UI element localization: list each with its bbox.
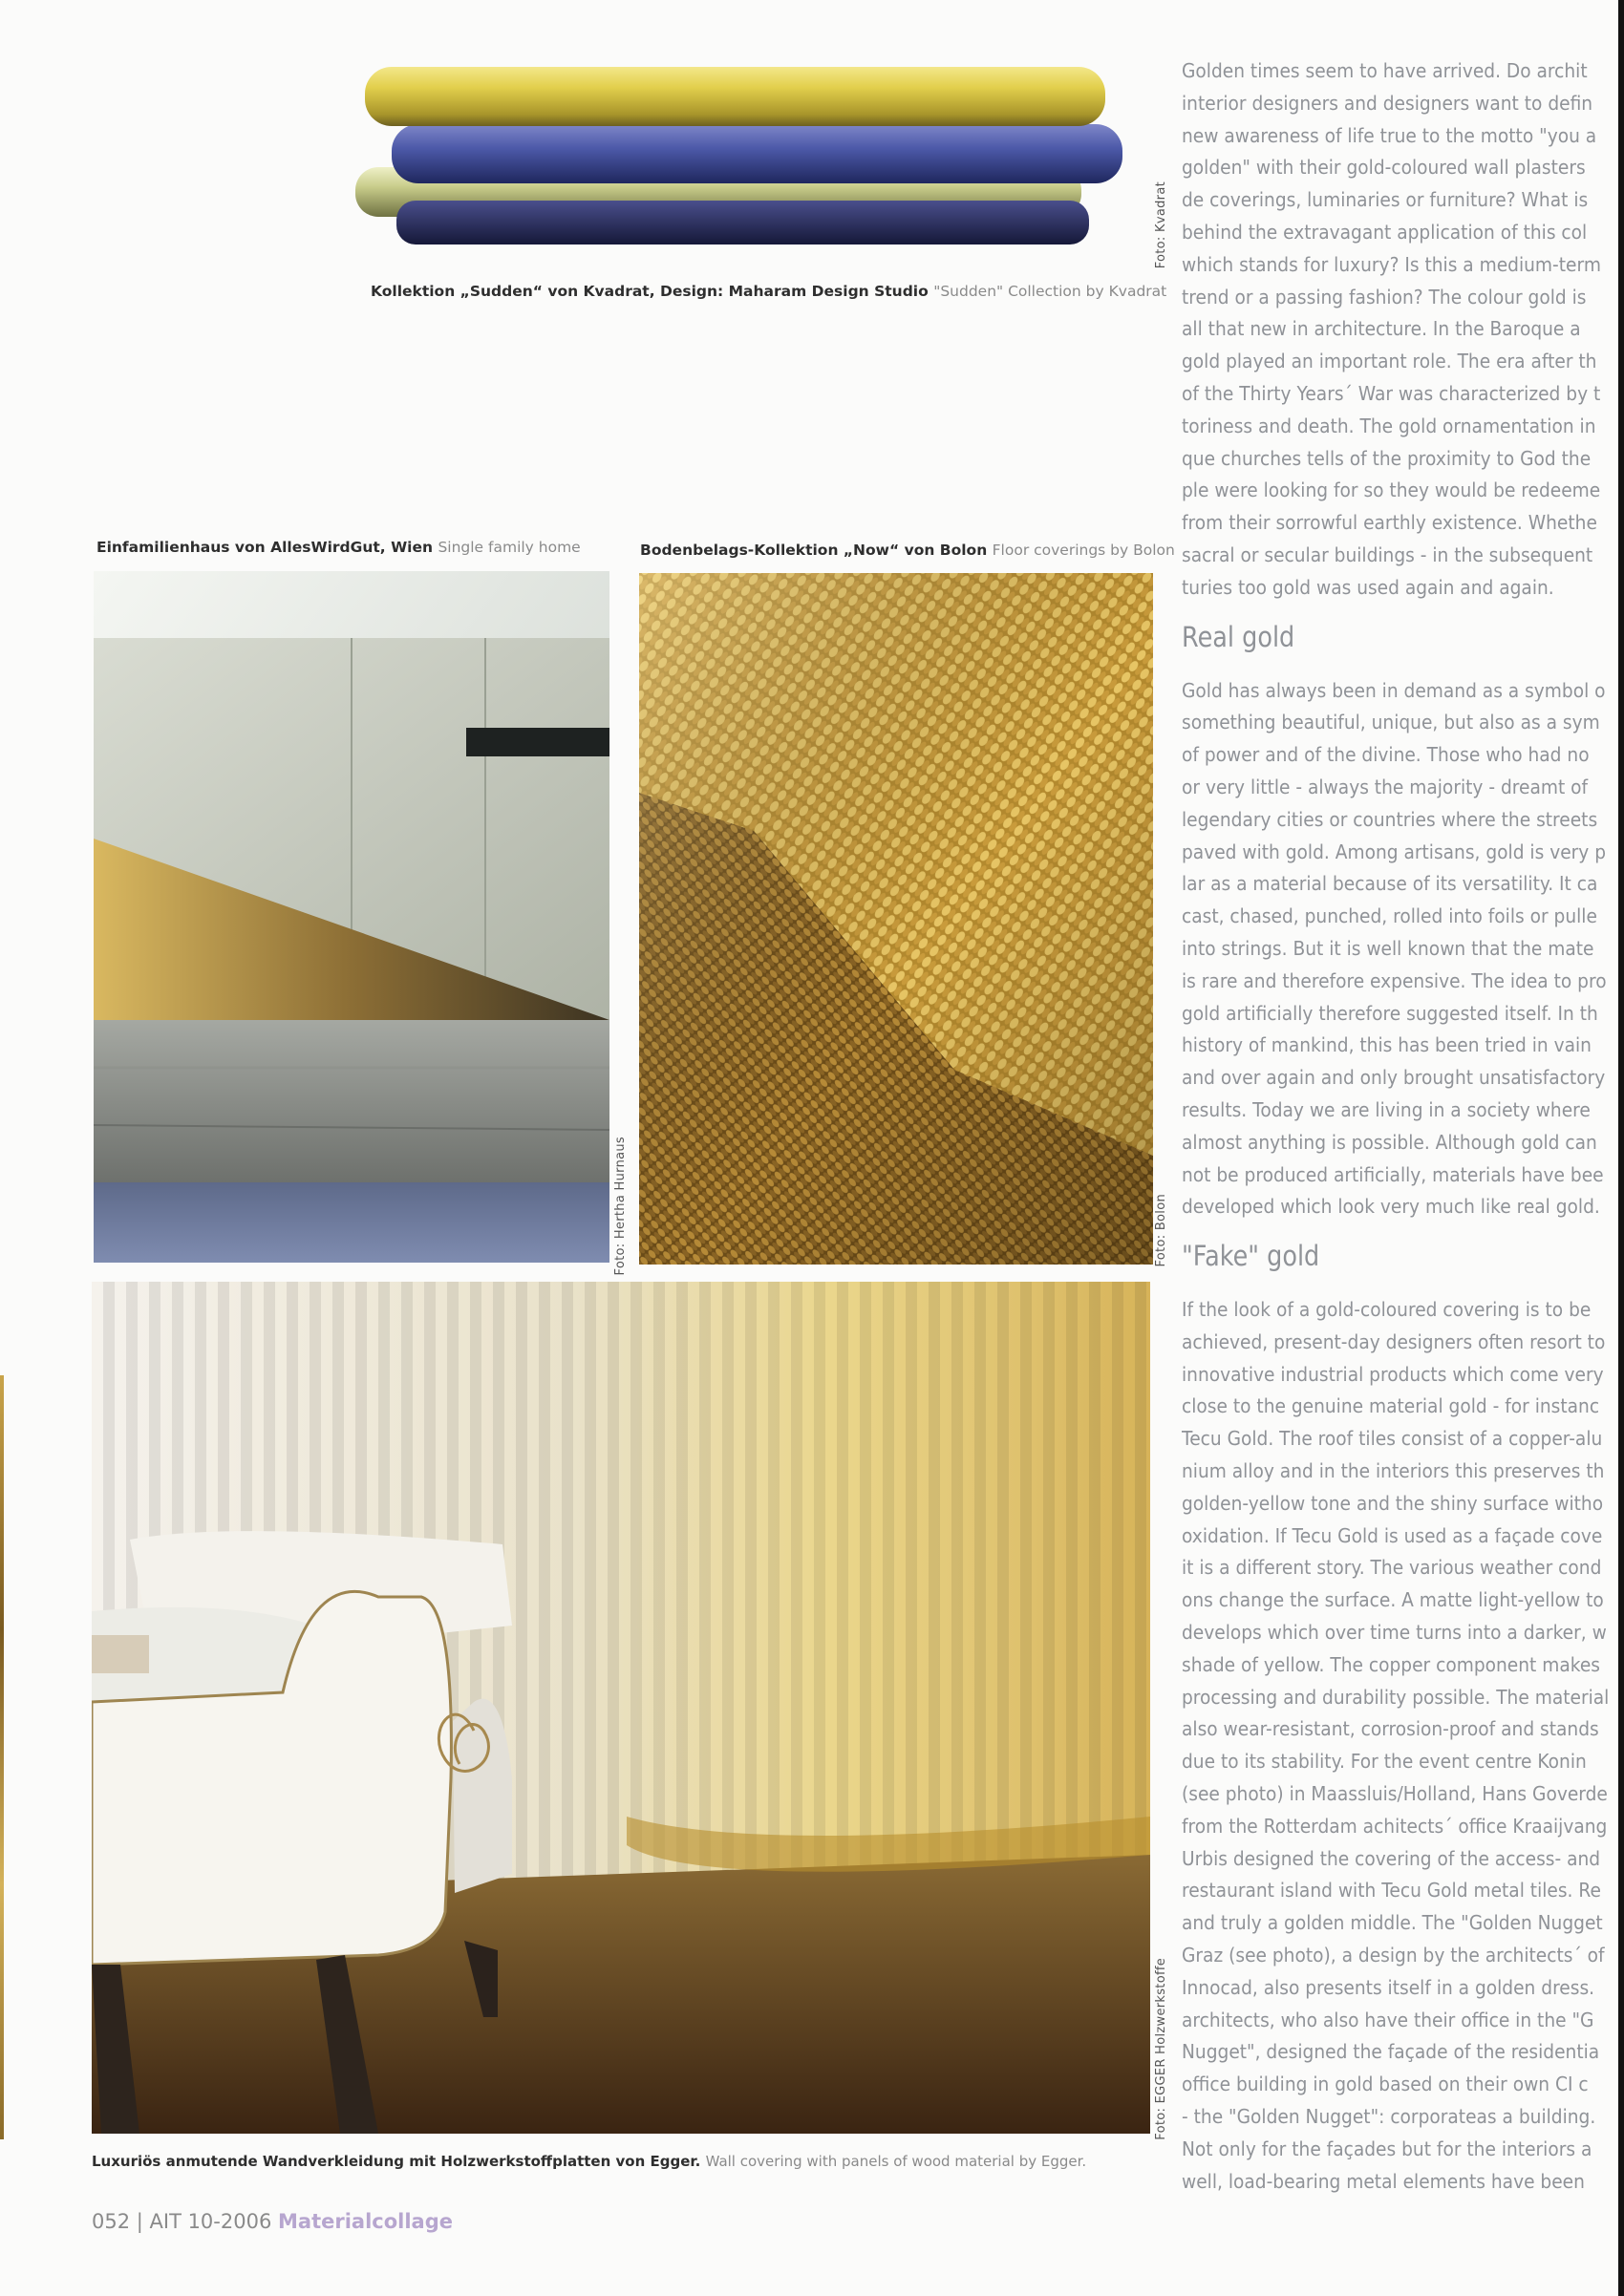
caption-de: Kollektion „Sudden“ von Kvadrat, Design: Maharam Design Studio — [371, 283, 929, 300]
article-fake-gold-text: If the look of a gold-coloured covering is to be achieved, present-day designers often resort to innovative industrial products which come very close to the genuine material gold - for instanc Tecu Gold. The roof tiles consist of a copper-alu nium alloy and in the interiors this preserves th golden-yellow tone and the shiny surface witho oxidation. If Tecu Gold is used as a façade cove it is a different story. The various weather cond ons change the surface. A matte light-yellow to develops which over time turns into a darker, w shade of yellow. The copper component makes processing and durability possible. The material also wear-resistant, corrosion-proof and stands due to its stability. For the event centre Konin (see photo) in Maassluis/Holland, Hans Goverde from the Rotterdam achitects´ office Kraaijvang Urbis designed the covering of the access- and restaurant island with Tecu Gold metal tiles. Re and truly a golden middle. The "Golden Nugget Graz (see photo), a design by the architects´ of Innocad, also presents itself in a golden dress. architects, who also have their office in the "G Nugget", designed the façade of the residentia office building in gold based on their own CI c - the "Golden Nugget": corporateas a building. Not only for the façades but for the interiors a well, load-bearing metal elements have been — [1182, 1298, 1610, 2193]
caption-de: Einfamilienhaus von AllesWirdGut, Wien — [96, 539, 434, 556]
caption-de: Luxuriös anmutende Wandverkleidung mit Holzwerkstoffplatten von Egger. — [92, 2153, 701, 2170]
page-edge-strip — [0, 1375, 4, 2139]
photo-family-home — [94, 571, 609, 1263]
caption-house — [96, 539, 581, 556]
caption-fabric-rolls — [371, 283, 1166, 300]
page-footer — [92, 2210, 453, 2233]
photo-credit-egger: Foto: EGGER Holzwerkstoffe — [1154, 1958, 1168, 2140]
caption-floor — [640, 542, 1175, 559]
article-intro: Golden times seem to have arrived. Do archit interior designers and designers want to defin new awareness of life true to the motto "you a golden" with their gold-coloured wall plasters de coverings, luminaries or furniture? What is behind the extravagant application of this col which stands for luxury? Is this a medium-term trend or a passing fashion? The colour gold is all that new in architecture. In the Baroque a gold played an important role. The era after th of the Thirty Years´ War was characterized by t toriness and death. The gold ornamentation in que churches tells of the proximity to God the ple were looking for so they would be redeeme from their sorrowful earthly existence. Whethe sacral or secular buildings - in the subsequent turies too gold was used again and again. — [1182, 59, 1601, 599]
photo-credit-kvadrat: Foto: Kvadrat — [1154, 181, 1168, 269]
caption-en: Single family home — [438, 539, 581, 556]
caption-en: "Sudden" Collection by Kvadrat — [933, 283, 1167, 300]
page-edge-right — [1618, 0, 1624, 2296]
section-title: Materialcollage — [278, 2210, 454, 2233]
photo-wall-covering-chair — [92, 1282, 1150, 2134]
photo-floor-coverings — [639, 573, 1153, 1265]
heading-fake-gold: "Fake" gold — [1182, 1240, 1320, 1273]
caption-en: Wall covering with panels of wood material by Egger. — [705, 2153, 1087, 2170]
page-number: 052 | AIT 10-2006 — [92, 2210, 272, 2233]
caption-en: Floor coverings by Bolon — [992, 542, 1175, 559]
photo-credit-bolon: Foto: Bolon — [1154, 1194, 1168, 1267]
article-column — [1182, 55, 1624, 2296]
photo-credit-hurnaus: Foto: Hertha Hurnaus — [613, 1137, 628, 1276]
article-real-gold-text: Gold has always been in demand as a symbol o something beautiful, unique, but also as a sym of power and of the divine. Those who had no or very little - always the majority - dreamt of legendary cities or countries where the streets paved with gold. Among artisans, gold is very p lar as a material because of its versatility. It ca cast, chased, punched, rolled into foils or pulle into strings. But it is well known that the mate is rare and therefore expensive. The idea to pro gold artificially therefore suggested itself. In th history of mankind, this has been tried in vain and over again and only brought unsatisfactory results. Today we are living in a society where almost anything is possible. Although gold can not be produced artificially, materials have bee developed which look very much like real gold. — [1182, 678, 1607, 1219]
caption-de: Bodenbelags-Kollektion „Now“ von Bolon — [640, 542, 988, 559]
heading-real-gold: Real gold — [1182, 620, 1295, 653]
caption-wall-covering — [92, 2153, 1086, 2170]
photo-fabric-rolls — [353, 57, 1132, 277]
